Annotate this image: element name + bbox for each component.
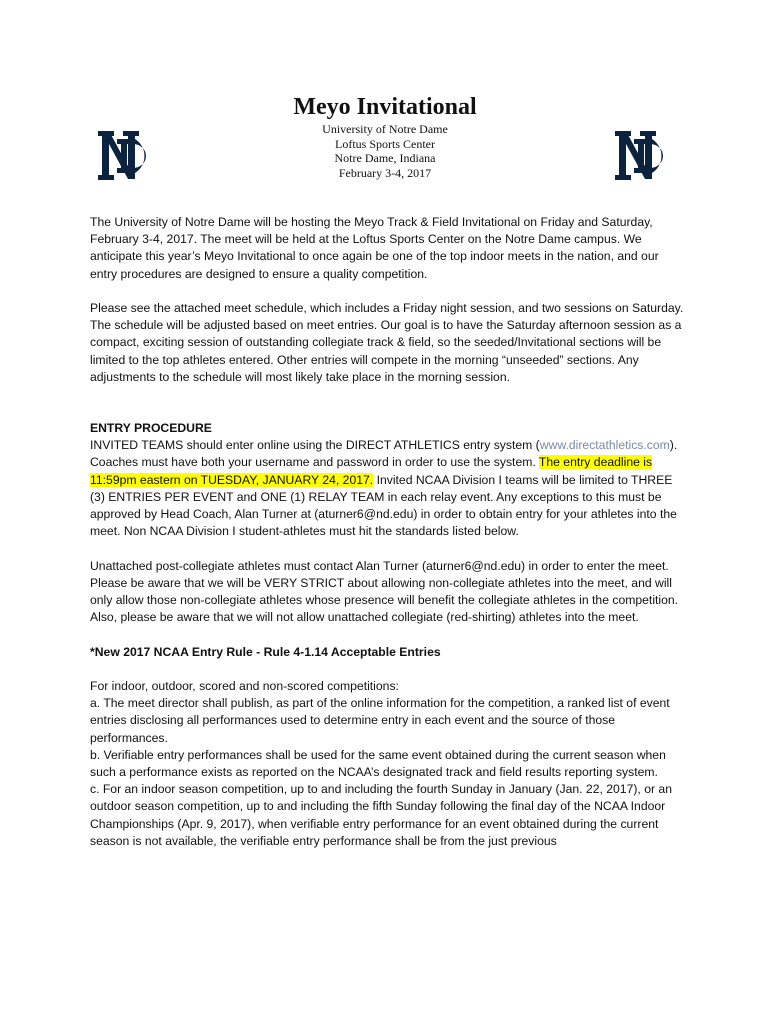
rule-item-a: a. The meet director shall publish, as part of the online information for the competition, a ranked list of event entries disclosing all performances used to determine entry in each event and the source of those performances. — [90, 696, 670, 745]
intro-paragraph-1: The University of Notre Dame will be hosting the Meyo Track & Field Invitational on Friday and Saturday, February 3-4, 2017. The meet will be held at the Loftus Sports Center on the Notre Dame campus. We anticipate this year’s Meyo Invitational to once again be one of the top indoor meets in the nation, and our entry procedures are designed to ensure a quality competition. — [90, 215, 659, 281]
rule-item-b: b. Verifiable entry performances shall be used for the same event obtained during the current season when such a performance exists as reported on the NCAA’s designated track and field results reporting system. — [90, 747, 666, 780]
entry-procedure-heading: ENTRY PROCEDURE — [90, 421, 212, 436]
entry-text-c: Invited NCAA Division I teams will be limited to THREE (3) ENTRIES PER EVENT and ONE (1) RELAY TEAM in each relay event. Any exceptions to this must be approved by Head Coach, Alan Turner at (aturner6@nd.edu) in order to obtain entry for your athletes into the meet. Non NCAA Division I student-athletes must hit the standards listed below. — [90, 472, 677, 539]
direct-athletics-link[interactable]: www.directathletics.com — [539, 438, 670, 453]
header-line-location: Notre Dame, Indiana — [334, 151, 436, 165]
document-title: Meyo Invitational — [293, 94, 477, 120]
rule-intro: For indoor, outdoor, scored and non-scored competitions: — [90, 679, 399, 694]
header-line-date: February 3-4, 2017 — [338, 165, 432, 180]
header-line-venue: Loftus Sports Center — [335, 136, 435, 151]
entry-text-a: INVITED TEAMS should enter online using the DIRECT ATHLETICS entry system ( — [90, 438, 540, 453]
document-header — [0, 92, 770, 180]
ncaa-rule-heading: *New 2017 NCAA Entry Rule - Rule 4-1.14 Acceptable Entries — [90, 644, 441, 659]
document-body — [90, 214, 686, 850]
rule-item-c: c. For an indoor season competition, up to and including the fourth Sunday in January (Jan. 22, 2017), or an outdoor season competition, up to and including the fifth Sunday following the final day of the NCAA Indoor Championships (Apr. 9, 2017), when verifiable entry performance for an event obtained during the current season is not available, the verifiable entry performance shall be from the just previous — [90, 782, 672, 848]
intro-paragraph-2: Please see the attached meet schedule, which includes a Friday night session, and two sessions on Saturday. The schedule will be adjusted based on meet entries. Our goal is to have the Saturday afternoon session as a compact, exciting session of outstanding collegiate track & field, so the seeded/Invitational sections will be limited to the top athletes entered. Other entries will compete in the morning “unseeded” sections. Any adjustments to the schedule will most likely take place in the morning session. — [90, 301, 684, 384]
entry-procedure-paragraph — [90, 437, 686, 540]
header-line-university: University of Notre Dame — [322, 122, 448, 136]
unattached-paragraph: Unattached post-collegiate athletes must contact Alan Turner (aturner6@nd.edu) in order to enter the meet. Please be aware that we will be VERY STRICT about allowing non-collegiate athletes into the meet, and will only allow those non-collegiate athletes whose presence will benefit the collegiate athletes in the competition. Also, please be aware that we will not allow unattached collegiate (red-shirting) athletes into the meet. — [90, 558, 679, 625]
entry-deadline-highlight: The entry deadline is 11:59pm eastern on TUESDAY, JANUARY 24, 2017. — [90, 455, 653, 487]
entry-text-b: ). Coaches must have both your username and password in order to use the system. — [90, 438, 678, 470]
